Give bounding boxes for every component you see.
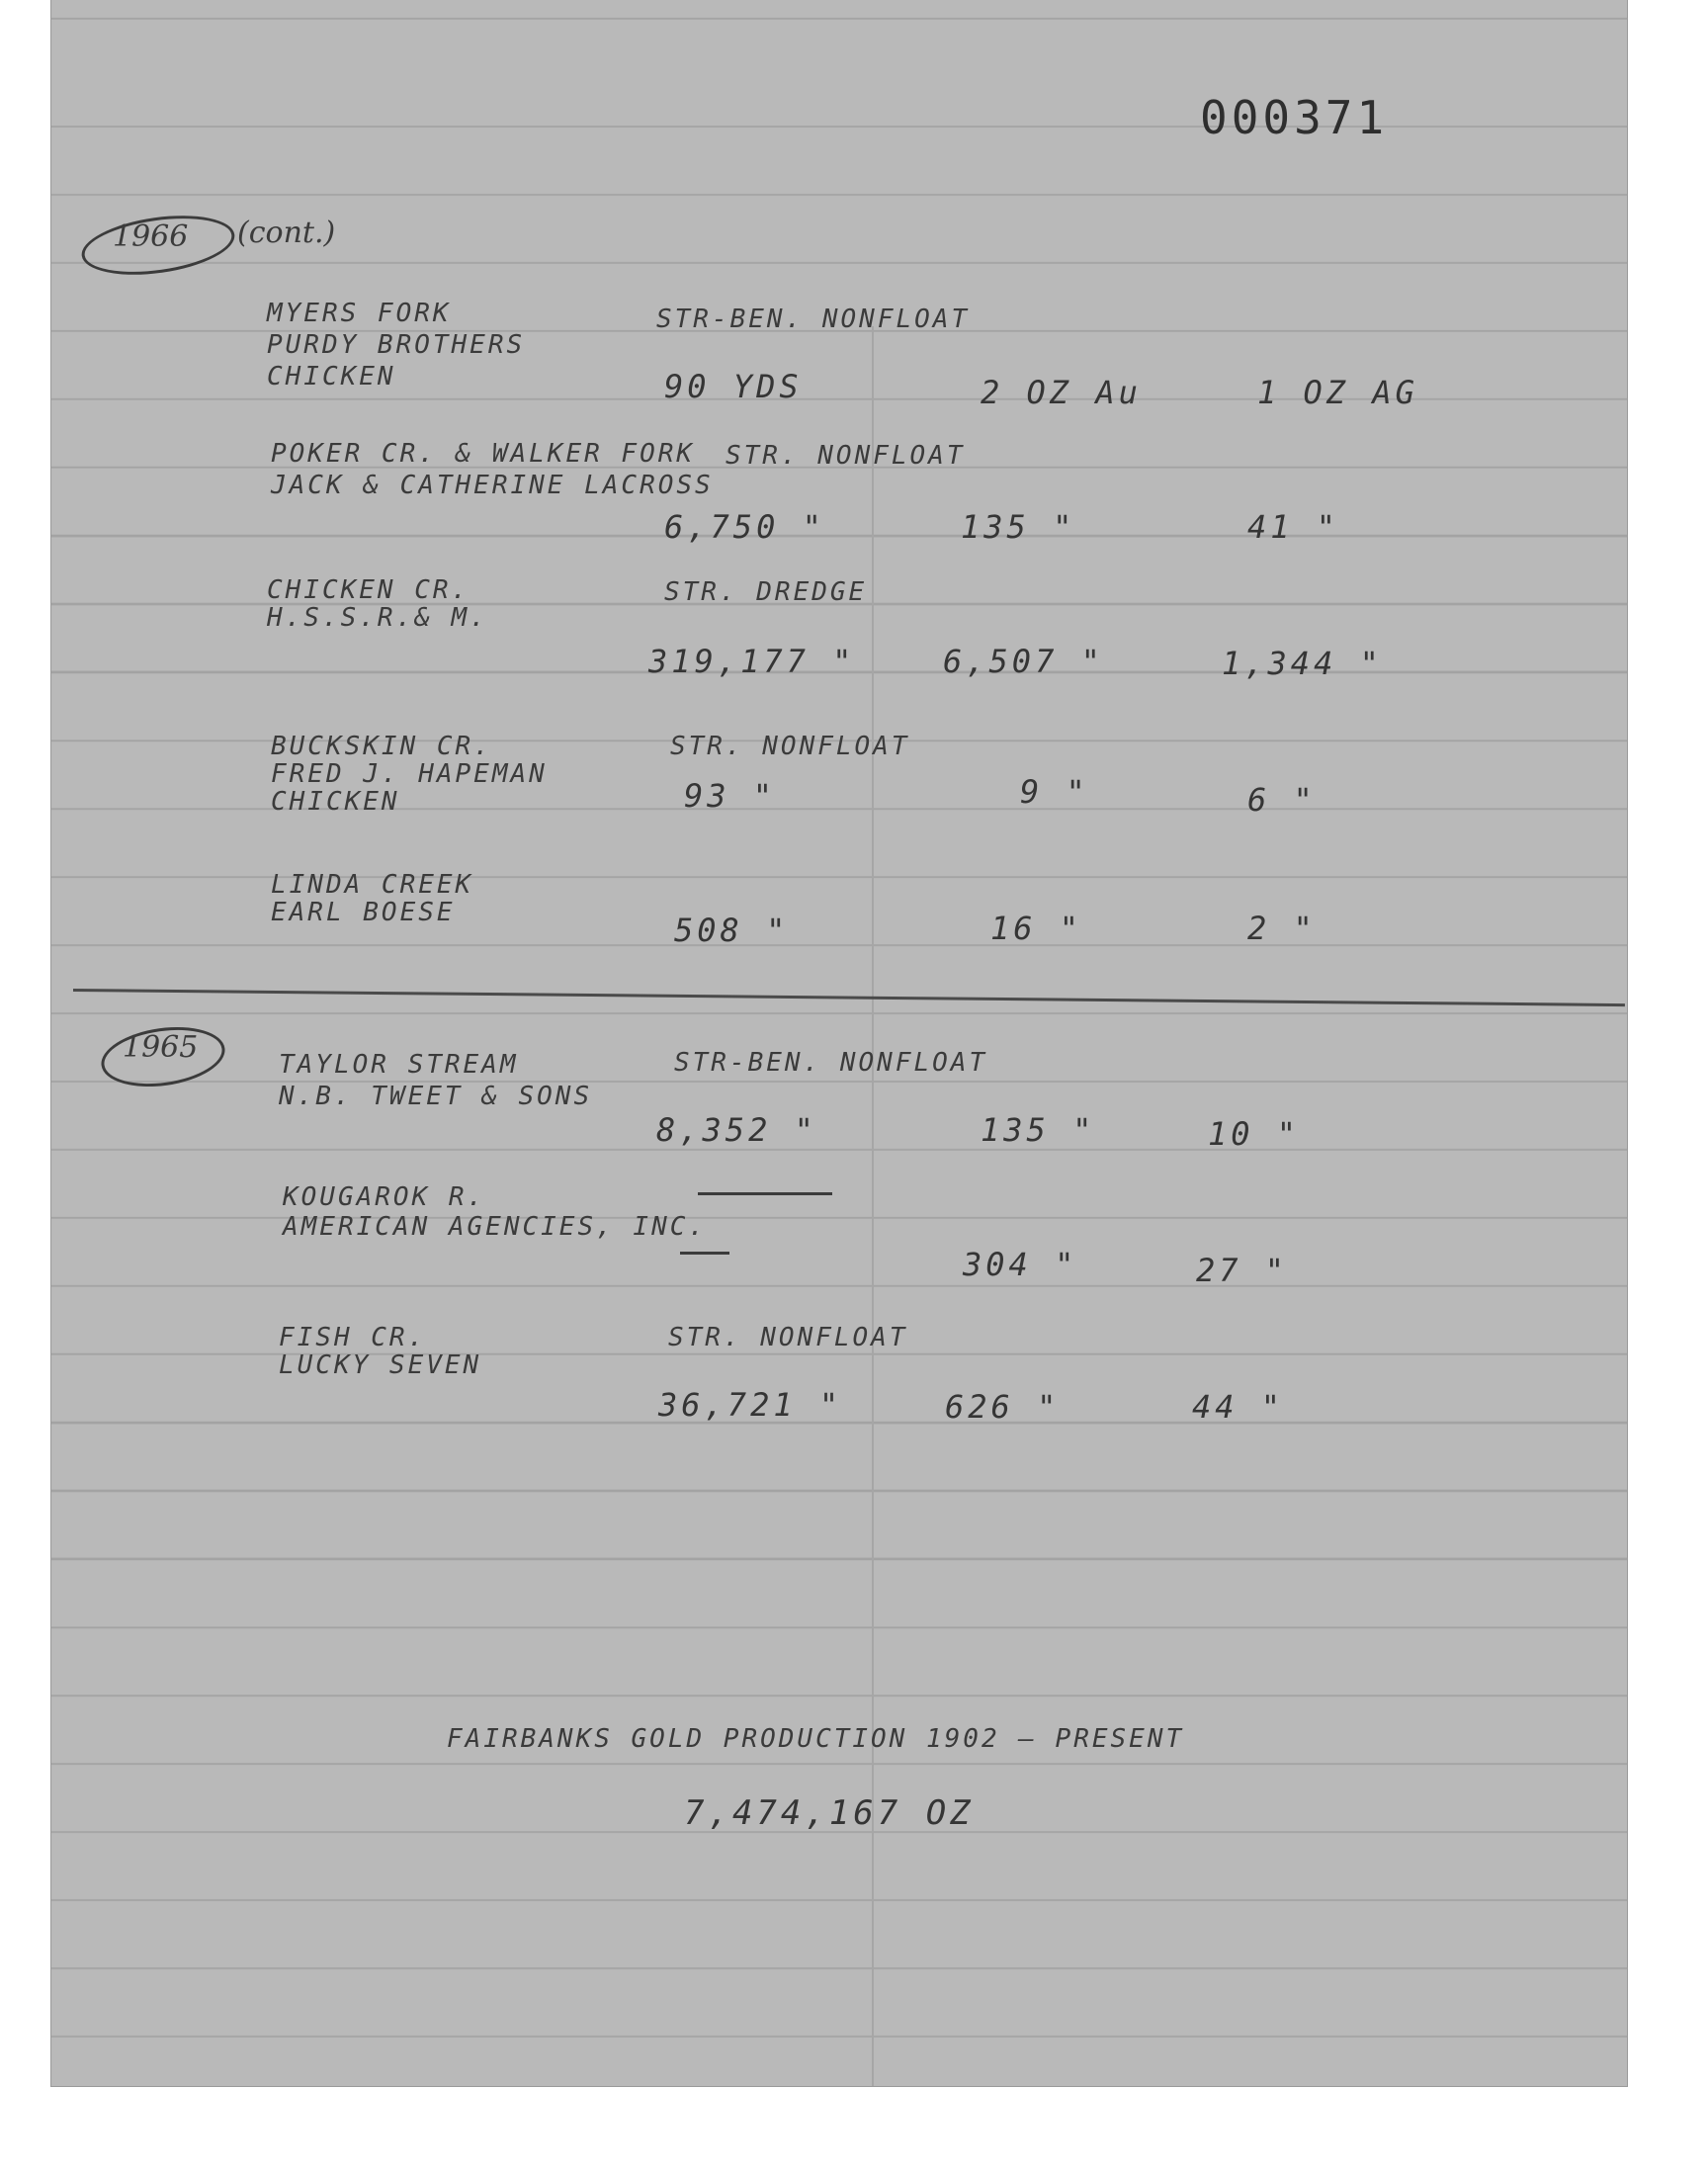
entry-location: TAYLOR STREAM — [279, 1050, 519, 1080]
entry-location: FISH CR. — [279, 1323, 427, 1352]
entry-location: KOUGAROK R. — [283, 1182, 486, 1212]
entry-silver: 27 " — [1196, 1252, 1289, 1289]
entry-operator: LUCKY SEVEN — [279, 1350, 482, 1380]
section-year-suffix: (cont.) — [237, 216, 336, 250]
entry-operator: H.S.S.R.& M. — [267, 603, 488, 633]
entry-district: CHICKEN — [267, 362, 396, 392]
entry-yards: 6,750 " — [664, 508, 825, 546]
document-number: 000371 — [1200, 91, 1389, 144]
entry-silver: 2 " — [1247, 910, 1317, 947]
entry-silver: 41 " — [1247, 508, 1340, 546]
entry-gold: 2 OZ Au — [981, 374, 1142, 411]
entry-district: CHICKEN — [271, 787, 400, 817]
entry-operator: PURDY BROTHERS — [267, 330, 526, 360]
entry-silver: 10 " — [1208, 1115, 1301, 1153]
entry-silver: 44 " — [1192, 1388, 1285, 1426]
entry-operator: AMERICAN AGENCIES, INC. — [283, 1212, 708, 1242]
entry-operator: N.B. TWEET & SONS — [279, 1082, 593, 1111]
entry-location: CHICKEN CR. — [267, 575, 470, 605]
entry-gold: 135 " — [961, 508, 1076, 546]
entry-gold: 6,507 " — [943, 643, 1104, 680]
entry-gold: 304 " — [963, 1246, 1078, 1283]
entry-silver: 6 " — [1247, 781, 1317, 819]
entry-yards: 93 " — [684, 777, 777, 815]
entry-yards: 36,721 " — [658, 1386, 843, 1424]
entry-yards: 508 " — [674, 912, 790, 949]
entry-gold: 626 " — [945, 1388, 1061, 1426]
entry-yards: 319,177 " — [648, 643, 856, 680]
section-year: 1965 — [123, 1030, 199, 1065]
entry-operator: FRED J. HAPEMAN — [271, 759, 548, 789]
entry-method: STR-BEN. NONFLOAT — [656, 304, 971, 334]
entry-location: BUCKSKIN CR. — [271, 732, 492, 761]
entry-yards: 8,352 " — [656, 1111, 817, 1149]
entry-silver: 1,344 " — [1222, 645, 1383, 682]
entry-location: LINDA CREEK — [271, 870, 474, 900]
entry-method: STR. NONFLOAT — [726, 441, 966, 471]
entry-silver: 1 OZ AG — [1257, 374, 1418, 411]
entry-method: STR. NONFLOAT — [668, 1323, 908, 1352]
entry-gold: 135 " — [981, 1111, 1096, 1149]
entry-operator: JACK & CATHERINE LACROSS — [271, 471, 714, 500]
blank-yards-dash — [680, 1252, 729, 1255]
entry-method: STR. DREDGE — [664, 577, 868, 607]
entry-location: POKER CR. & WALKER FORK — [271, 439, 696, 469]
entry-gold: 16 " — [990, 910, 1083, 947]
entry-gold: 9 " — [1020, 773, 1089, 811]
summary-title: FAIRBANKS GOLD PRODUCTION 1902 — PRESENT — [447, 1724, 1185, 1754]
entry-location: MYERS FORK — [267, 299, 452, 328]
entry-method: STR-BEN. NONFLOAT — [674, 1048, 988, 1078]
entry-operator: EARL BOESE — [271, 898, 456, 927]
document-page — [51, 0, 1627, 2086]
section-year: 1966 — [113, 219, 189, 254]
blank-method-dash — [698, 1192, 832, 1195]
summary-total: 7,474,167 OZ — [684, 1793, 975, 1833]
section-divider — [73, 989, 1625, 1006]
entry-yards: 90 YDS — [664, 368, 803, 405]
entry-method: STR. NONFLOAT — [670, 732, 910, 761]
